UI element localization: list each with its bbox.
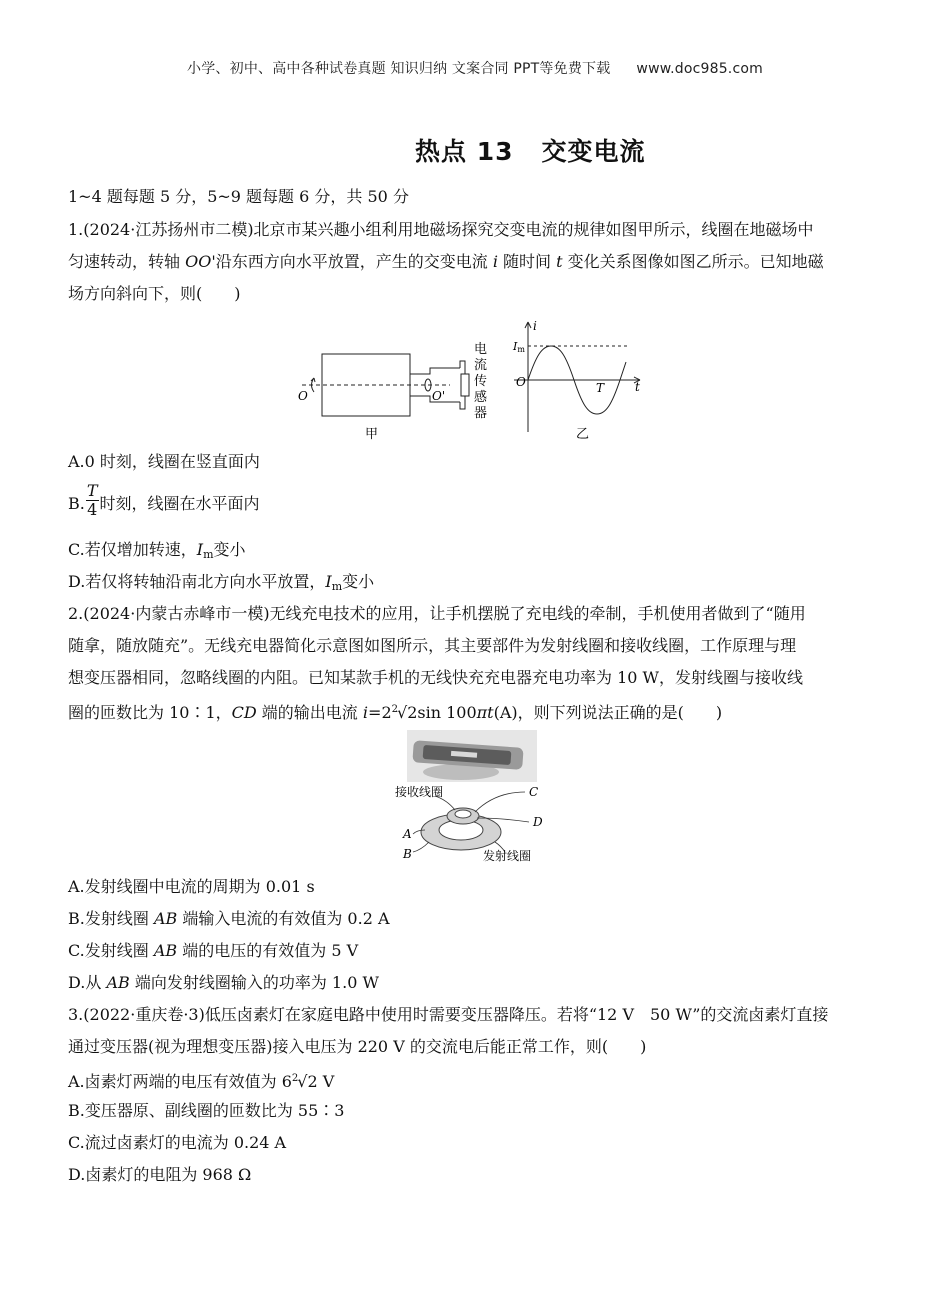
q1-line1: 1.(2024·江苏扬州市二模)北京市某兴趣小组利用地磁场探究交变电流的规律如图甲所示，线圈在地磁场中	[68, 220, 814, 239]
header-site-link[interactable]: www.doc985.com	[636, 61, 763, 77]
page-header	[0, 58, 950, 78]
q3-option-a: A.卤素灯两端的电压有效值为 $6^2√2$ V	[68, 1072, 335, 1091]
q1-line2: 匀速转动，转轴 OO'沿东西方向水平放置，产生的交变电流 i 随时间 t 变化关系图像如图乙所示。已知地磁	[68, 252, 824, 271]
q2-option-b: B.发射线圈 AB 端输入电流的有效值为 0.2 A	[68, 909, 390, 928]
graph-label-Im: Im	[513, 340, 525, 354]
page-title	[415, 132, 646, 168]
q2-option-a: A.发射线圈中电流的周期为 0.01 s	[68, 877, 315, 896]
sensor-char: 传	[474, 374, 488, 389]
coil-diagram	[421, 808, 501, 850]
sensor-char: 电	[474, 342, 488, 357]
title-part2: 交变电流	[541, 137, 646, 166]
q2-line3: 想变压器相同，忽略线圈的内阻。已知某款手机的无线快充充电器充电功率为 10 W，发射线圈与接收线	[68, 668, 803, 687]
sensor-label	[474, 341, 487, 421]
q2-line1: 2.(2024·内蒙古赤峰市一模)无线充电技术的应用，让手机摆脱了充电线的牵制，手机使用者做到了“随用	[68, 604, 806, 623]
sensor-resistor	[461, 374, 469, 396]
label-C: C	[529, 785, 539, 799]
q2-line4: 圈的匝数比为 10∶1，CD 端的输出电流 $i=2^2√2\sin$ 100πt(A)，则下列说法正确的是( )	[68, 703, 723, 722]
sensor-char: 器	[474, 406, 488, 421]
fraction-T-over-4: $\frac{T}{4}$	[86, 481, 98, 519]
graph-label-T: T	[596, 381, 605, 395]
label-O-prime: O'	[432, 389, 446, 403]
q1-option-b: B. $\frac{T}{4}$ 时刻，线圈在水平面内	[68, 481, 260, 519]
q3-option-b: B.变压器原、副线圈的匝数比为 55∶3	[68, 1101, 345, 1120]
score-note: 1~4 题每题 5 分，5~9 题每题 6 分，共 50 分	[68, 187, 409, 206]
q1-option-a: A.0 时刻，线圈在竖直面内	[68, 452, 260, 471]
graph-label-t: t	[635, 380, 640, 394]
label-D: D	[533, 815, 543, 829]
graph-label-origin: O	[516, 375, 526, 389]
q1-option-c: C.若仅增加转速，$I_m$变小	[68, 540, 246, 561]
q3-option-c: C.流过卤素灯的电流为 0.24 A	[68, 1133, 287, 1152]
title-part1: 热点 13	[415, 137, 514, 166]
q2-line2: 随拿，随放随充”。无线充电器简化示意图如图所示，其主要部件为发射线圈和接收线圈，工作原理与理	[68, 636, 797, 655]
q1-figure	[290, 316, 660, 448]
q3-line2: 通过变压器(视为理想变压器)接入电压为 220 V 的交流电后能正常工作，则( )	[68, 1037, 647, 1056]
label-O: O	[298, 389, 308, 403]
q1-line3: 场方向斜向下，则( )	[68, 284, 241, 303]
label-receive-coil: 接收线圈	[395, 785, 444, 799]
sensor-char: 感	[474, 390, 488, 405]
q3-option-d: D.卤素灯的电阻为 968 Ω	[68, 1165, 252, 1184]
q2-option-c: C.发射线圈 AB 端的电压的有效值为 5 V	[68, 941, 359, 960]
sensor-char: 流	[474, 358, 488, 373]
label-transmit-coil: 发射线圈	[483, 849, 532, 863]
caption-jia: 甲	[365, 427, 379, 442]
header-text: 小学、初中、高中各种试卷真题 知识归纳 文案合同 PPT等免费下载	[187, 61, 611, 77]
q3-line1: 3.(2022·重庆卷·3)低压卤素灯在家庭电路中使用时需要变压器降压。若将“12 V 50 W”的交流卤素灯直接	[68, 1005, 829, 1024]
q1-option-d: D.若仅将转轴沿南北方向水平放置，$I_m$变小	[68, 572, 375, 593]
label-B: B	[403, 847, 412, 861]
label-A: A	[403, 827, 412, 841]
q2-option-d: D.从 AB 端向发射线圈输入的功率为 1.0 W	[68, 973, 379, 992]
graph-label-i: i	[533, 319, 537, 333]
q2-figure	[395, 730, 555, 868]
caption-yi: 乙	[576, 427, 590, 442]
